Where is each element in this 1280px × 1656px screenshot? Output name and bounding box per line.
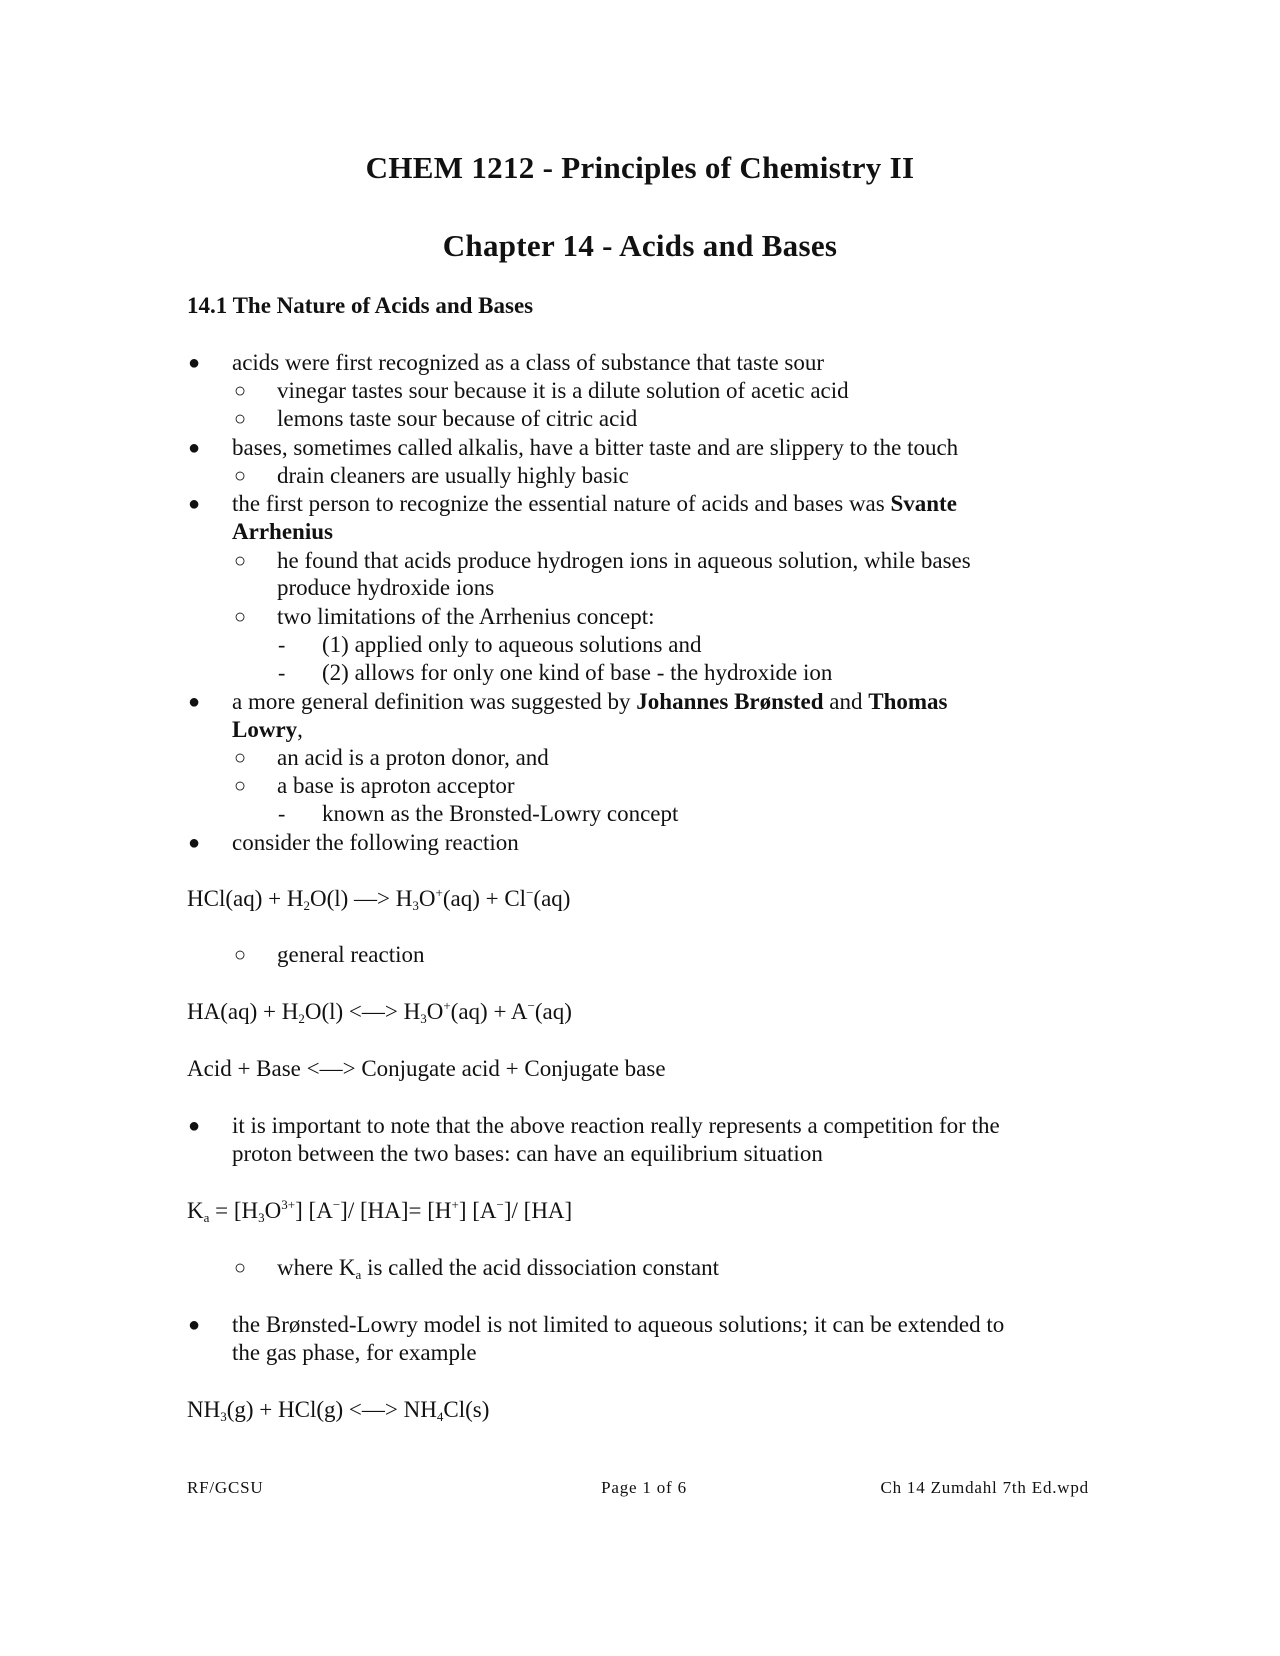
sub-bullet-text: drain cleaners are usually highly basic <box>277 463 629 488</box>
bullet-dot: ● <box>188 437 201 459</box>
bullet-circle: ○ <box>234 1257 247 1279</box>
equation-general: $HA(aq) + H_2O(l)$ <—> $H_3O^+(aq) + A^-(aq)$ <box>187 998 572 1026</box>
course-title: CHEM 1212 - Principles of Chemistry II <box>365 150 915 185</box>
bullet-circle: ○ <box>234 775 247 797</box>
equation-nh3-hcl: $NH_3(g) + HCl(g)$ <—> $NH_4Cl(s)$ <box>187 1397 490 1424</box>
footer-left: RF/GCSU <box>187 1478 264 1497</box>
footer-page-number: Page 1 of 6 <box>601 1478 687 1497</box>
bullet-circle: ○ <box>234 408 247 430</box>
section-heading: 14.1 The Nature of Acids and Bases <box>187 293 534 318</box>
footer-filename: Ch 14 Zumdahl 7th Ed.wpd <box>880 1478 1089 1497</box>
bullet-text: the gas phase, for example <box>232 1340 477 1365</box>
bullet-circle: ○ <box>234 747 247 769</box>
bullet-text-part: , <box>297 717 303 742</box>
person-name: Arrhenius <box>232 519 333 544</box>
bullet-circle: ○ <box>234 465 247 487</box>
person-name: Lowry <box>232 717 298 742</box>
sub-bullet-text: an acid is a proton donor, and <box>277 745 549 770</box>
person-name: Svante <box>890 491 957 516</box>
bullet-text <box>232 490 957 518</box>
bullet-text: the Brønsted-Lowry model is not limited to aqueous solutions; it can be extended to <box>232 1312 1005 1337</box>
bullet-text <box>232 716 303 744</box>
person-name: Thomas <box>868 689 948 714</box>
chapter-title: Chapter 14 - Acids and Bases <box>442 228 838 263</box>
sub-sub-bullet-text: (1) applied only to aqueous solutions and <box>322 632 702 657</box>
bullet-text-part: and <box>823 689 869 714</box>
bullet-text: acids were first recognized as a class of substance that taste sour <box>232 350 825 375</box>
bullet-dash: - <box>278 632 286 657</box>
sub-bullet-text: general reaction <box>277 942 425 967</box>
bullet-dash: - <box>278 660 286 685</box>
bullet-text <box>232 688 948 716</box>
bullet-circle: ○ <box>234 550 247 572</box>
equation-ka: $K_a = [H_3O^{3+}]$ [A−]/ [HA]= [H+] [A−]/ [HA] <box>187 1197 573 1225</box>
bullet-dot: ● <box>188 352 201 374</box>
sub-bullet-text: two limitations of the Arrhenius concept: <box>277 604 655 629</box>
sub-bullet-text: lemons taste sour because of citric acid <box>277 406 638 431</box>
bullet-dot: ● <box>188 493 201 515</box>
bullet-text: it is important to note that the above reaction really represents a competition for the <box>232 1113 1000 1138</box>
sub-bullet-text: he found that acids produce hydrogen ions in aqueous solution, while bases <box>277 548 971 573</box>
sub-bullet-text: where $K_a$ is called the acid dissociation constant <box>277 1255 720 1282</box>
bullet-text: bases, sometimes called alkalis, have a bitter taste and are slippery to the touch <box>232 435 959 460</box>
bullet-text-part: a more general definition was suggested by <box>232 689 637 714</box>
bullet-text: consider the following reaction <box>232 830 519 855</box>
sub-sub-bullet-text: known as the Bronsted-Lowry concept <box>322 801 679 826</box>
bullet-dot: ● <box>188 1115 201 1137</box>
sub-bullet-text: vinegar tastes sour because it is a dilute solution of acetic acid <box>277 378 849 403</box>
bullet-dot: ● <box>188 1314 201 1336</box>
sub-bullet-text: a base is aproton acceptor <box>277 773 515 798</box>
bullet-circle: ○ <box>234 606 247 628</box>
person-name: Johannes Brønsted <box>636 689 824 714</box>
bullet-circle: ○ <box>234 944 247 966</box>
sub-bullet-text: produce hydroxide ions <box>277 575 495 600</box>
bullet-text-part: the first person to recognize the essential nature of acids and bases was <box>232 491 891 516</box>
bullet-dot: ● <box>188 832 201 854</box>
word-equation: Acid + Base <—> Conjugate acid + Conjugate base <box>187 1056 666 1081</box>
bullet-dash: - <box>278 801 286 826</box>
bullet-text: proton between the two bases: can have an equilibrium situation <box>232 1141 823 1166</box>
bullet-dot: ● <box>188 691 201 713</box>
sub-sub-bullet-text: (2) allows for only one kind of base - the hydroxide ion <box>322 660 833 685</box>
equation-hcl-water: $HCl(aq) + H_2O(l)$ —> $H_3O^+(aq) + Cl^-(aq)$ <box>187 885 571 913</box>
bullet-circle: ○ <box>234 380 247 402</box>
